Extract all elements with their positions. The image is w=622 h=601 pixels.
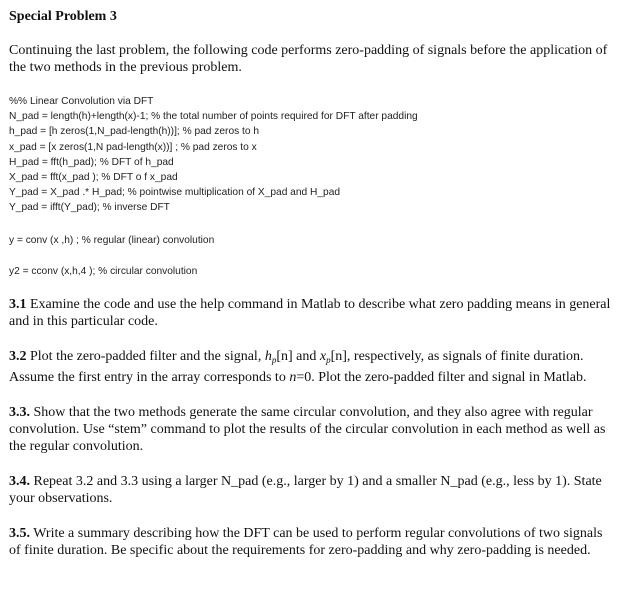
code-line: %% Linear Convolution via DFT xyxy=(9,96,154,107)
code-line: Y_pad = X_pad .* H_pad; % pointwise multiplication of X_pad and H_pad xyxy=(9,187,341,199)
section-text: Examine the code and use the help command in Matlab to describe what zero padding means in general and in this particular code. xyxy=(9,297,611,330)
code-line: X_pad = fft(x_pad ); % DFT o f x_pad xyxy=(9,172,178,184)
document-title: Special Problem 3 xyxy=(9,9,117,24)
section-number: 3.2 xyxy=(9,349,27,365)
section-text: =0. Plot the zero-padded filter and signal in Matlab. xyxy=(296,370,587,386)
code-spacer xyxy=(9,216,615,233)
section-number: 3.4. xyxy=(9,474,30,490)
section-number: 3.5. xyxy=(9,526,30,542)
code-line: H_pad = fft(h_pad); % DFT of h_pad xyxy=(9,156,174,168)
cconv-code-line: y2 = cconv (x,h,4 ); % circular convolution xyxy=(9,265,198,277)
conv-code-line: y = conv (x ,h) ; % regular (linear) convolution xyxy=(9,234,215,246)
section-text: Repeat 3.2 and 3.3 using a larger N_pad (e.g., larger by 1) and a smaller N_pad (e.g., less by 1). State your observations. xyxy=(9,474,602,507)
code-listing xyxy=(9,94,615,279)
math-x-subscript: p xyxy=(326,355,331,366)
code-line: x_pad = [x zeros(1,N pad-length(x))] ; % pad zeros to x xyxy=(9,141,257,153)
math-n-symbol: n xyxy=(289,370,297,386)
code-spacer xyxy=(9,248,615,264)
math-h-argument: [n] xyxy=(276,349,293,365)
section-number: 3.3. xyxy=(9,405,30,421)
code-line: N_pad = length(h)+length(x)-1; % the total number of points required for DFT after padding xyxy=(9,111,418,123)
section-3-5 xyxy=(9,525,615,559)
code-line: Y_pad = ifft(Y_pad); % inverse DFT xyxy=(9,202,170,214)
intro-paragraph: Continuing the last problem, the following code performs zero-padding of signals before the application of the two methods in the previous problem. xyxy=(9,43,608,75)
section-3-1 xyxy=(9,296,615,330)
math-h-symbol: h xyxy=(264,349,272,365)
math-x-symbol: x xyxy=(319,349,327,365)
math-x-argument: [n] xyxy=(330,349,347,365)
section-text: and xyxy=(292,349,320,365)
section-text: Show that the two methods generate the same circular convolution, and they also agree with regular convolution. Use “stem” command to plot the results of the circular convolution in each method as well as the regular convolution. xyxy=(9,405,606,455)
section-text: , respectively, as signals of finite duration. Assume the first entry in the array corresponds to xyxy=(9,349,584,386)
code-line: h_pad = [h zeros(1,N_pad-length(h))]; % pad zeros to h xyxy=(9,126,260,138)
section-3-4 xyxy=(9,473,615,507)
section-number: 3.1 xyxy=(9,297,27,313)
section-text: Write a summary describing how the DFT can be used to perform regular convolutions of two signals of finite duration. Be specific about the requirements for zero-padding and why zero-padding is needed. xyxy=(9,526,603,559)
section-text: Plot the zero-padded filter and the signal, xyxy=(26,349,265,365)
document-page xyxy=(9,8,615,559)
math-h-subscript: p xyxy=(271,355,277,366)
section-3-3 xyxy=(9,404,615,455)
section-3-2 xyxy=(9,348,615,386)
